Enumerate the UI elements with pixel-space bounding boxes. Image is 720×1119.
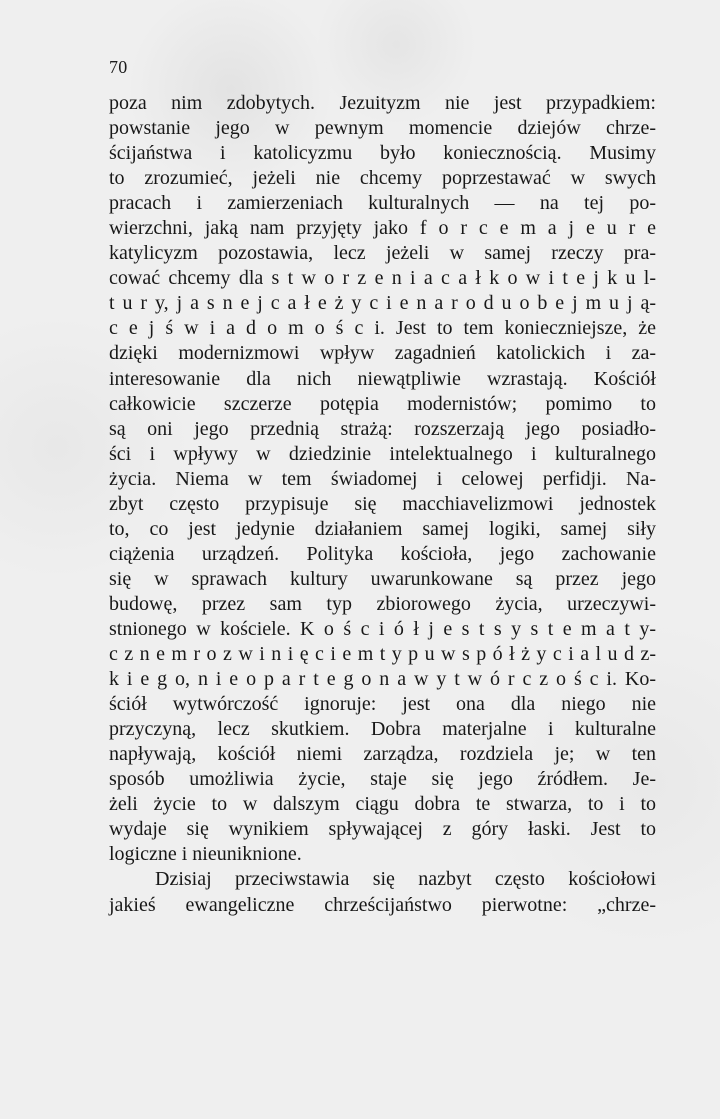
page-number: 70	[109, 57, 128, 77]
text-line-9: t u r y, j a s n e j c a ł e ż y c i e n a r o d u o b e j m u j ą-	[109, 292, 656, 315]
text-line-2: powstanie jego w pewnym momencie dziejów chrze-	[109, 117, 656, 140]
text-line-12: interesowanie dla nich niewątpliwie wzrastają. Kościół	[109, 367, 656, 390]
text-line-23: c z n e m r o z w i n i ę c i e m t y p u w s p ó ł ż y c i a l u d z-	[109, 643, 656, 666]
paragraph-end-line: logiczne i nieuniknione.	[109, 843, 302, 866]
text-line-20: się w sprawach kultury uwarunkowane są przez jego	[109, 567, 656, 590]
text-line-24: k i e g o, n i e o p a r t e g o n a w y t w ó r c z o ś c i. Ko-	[109, 668, 656, 691]
text-line-14: są oni jego przednią strażą: rozszerzają jego posiadło-	[109, 417, 656, 440]
text-line-29: żeli życie to w dalszym ciągu dobra te stwarza, to i to	[109, 793, 656, 816]
text-line-11: dzięki modernizmowi wpływ zagadnień katolickich i za-	[109, 342, 656, 365]
text-line-26: przyczyną, lecz skutkiem. Dobra materjalne i kulturalne	[109, 718, 656, 741]
body-text	[109, 91, 656, 918]
text-line-22: stnionego w kościele. K o ś c i ó ł j e s t s y s t e m a t y-	[109, 617, 656, 640]
text-line-8: cować chcemy dla s t w o r z e n i a c a ł k o w i t e j k u l-	[109, 267, 656, 290]
text-line-7: katylicyzm pozostawia, lecz jeżeli w samej rzeczy pra-	[109, 242, 656, 265]
text-line-4: to zrozumieć, jeżeli nie chcemy poprzestawać w swych	[109, 167, 656, 190]
text-line-16: życia. Niema w tem świadomej i celowej perfidji. Na-	[109, 467, 656, 490]
text-line-19: ciążenia urządzeń. Polityka kościoła, jego zachowanie	[109, 542, 656, 565]
text-line-3: ścijaństwa i katolicyzmu było koniecznością. Musimy	[109, 142, 656, 165]
text-line-10: c e j ś w i a d o m o ś c i. Jest to tem konieczniejsze, że	[109, 317, 656, 340]
text-line-1: poza nim zdobytych. Jezuityzm nie jest przypadkiem:	[109, 92, 656, 114]
text-line-18: to, co jest jedynie działaniem samej logiki, samej siły	[109, 517, 656, 540]
text-line-28: sposób umożliwia życie, staje się jego źródłem. Je-	[109, 768, 656, 791]
text-line-27: napływają, kościół niemi zarządza, rozdziela je; w ten	[109, 743, 656, 766]
text-line-33: jakieś ewangeliczne chrześcijaństwo pierwotne: „chrze-	[109, 893, 656, 916]
text-line-15: ści i wpływy w dziedzinie intelektualnego i kulturalnego	[109, 442, 656, 465]
text-line-13: całkowicie szczerze potępia modernistów; pomimo to	[109, 392, 656, 415]
text-line-21: budowę, przez sam typ zbiorowego życia, urzeczywi-	[109, 592, 656, 615]
text-line-5: pracach i zamierzeniach kulturalnych — na tej po-	[109, 192, 656, 215]
text-line-17: zbyt często przypisuje się macchiavelizmowi jednostek	[109, 492, 656, 515]
paragraph-start-line: Dzisiaj przeciwstawia się nazbyt często kościołowi	[155, 868, 656, 891]
text-line-6: wierzchni, jaką nam przyjęty jako f o r c e m a j e u r e	[109, 217, 656, 240]
text-line-25: ściół wytwórczość ignoruje: jest ona dla niego nie	[109, 693, 656, 716]
text-line-30: wydaje się wynikiem spływającej z góry łaski. Jest to	[109, 818, 656, 841]
